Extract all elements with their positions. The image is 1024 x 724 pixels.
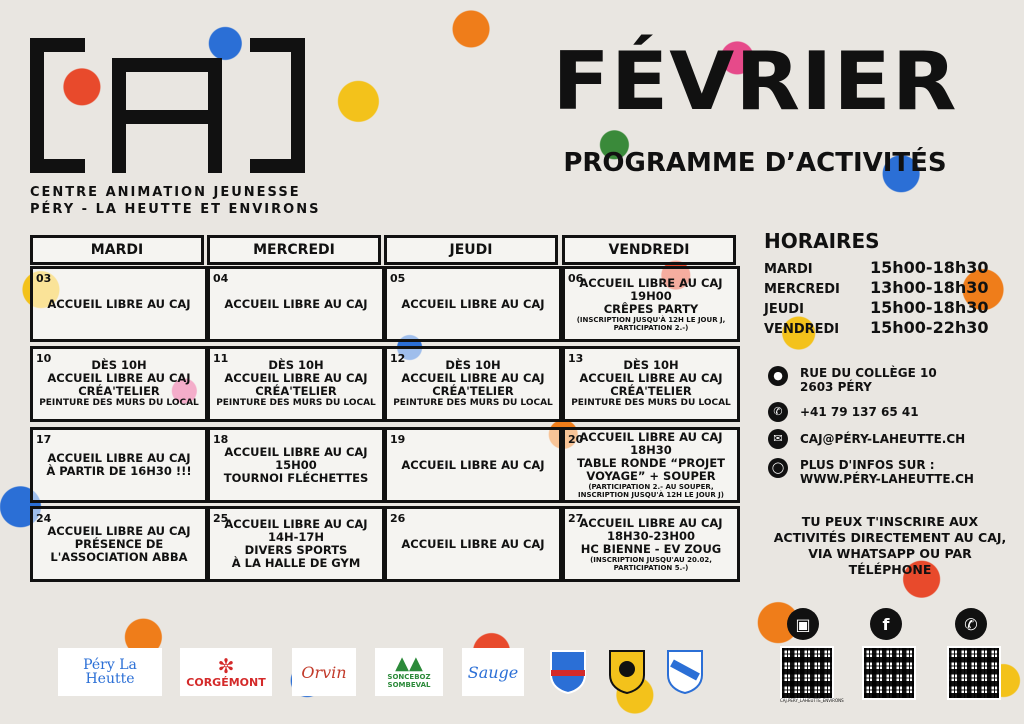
calendar-day-cell (384, 346, 562, 422)
horaires-title: HORAIRES (764, 229, 880, 253)
facebook-icon[interactable]: f (870, 608, 902, 640)
activity-line: ACCUEIL LIBRE AU CAJ (579, 275, 723, 290)
activity-detail: PEINTURE DES MURS DU LOCAL (39, 398, 199, 408)
tagline-line1: CENTRE ANIMATION JEUNESSE (30, 185, 301, 200)
activity-line: À PARTIR DE 16H30 !!! (46, 464, 192, 478)
horaire-row (764, 318, 988, 337)
activity-line: ACCUEIL LIBRE AU CAJ (579, 371, 723, 385)
activity-note: PARTICIPATION 5.-) (613, 563, 689, 572)
activity-line: CRÉA'TELIER (432, 384, 514, 398)
partner-name: CORGÉMONT (186, 675, 266, 689)
mountain-icon: ▲▲ (395, 653, 423, 674)
caj-logo (30, 38, 305, 173)
activity-line: ACCUEIL LIBRE AU CAJ (401, 371, 545, 385)
calendar-day-cell (207, 266, 385, 342)
calendar-day-cell (207, 346, 385, 422)
calendar-day-cell (30, 506, 208, 582)
bull-crest-icon (604, 648, 650, 696)
contact-email[interactable] (768, 429, 965, 449)
activity-line: CRÉA'TELIER (610, 384, 692, 398)
whatsapp-icon[interactable]: ✆ (955, 608, 987, 640)
activity-line: ACCUEIL LIBRE AU CAJ (401, 536, 545, 551)
horaire-time: 15h00-18h30 (870, 298, 989, 317)
activity-line: ACCUEIL LIBRE AU CAJ (401, 457, 545, 472)
fish-crest-icon (662, 648, 708, 696)
day-header-jeudi: JEUDI (384, 235, 558, 265)
day-header-mercredi: MERCREDI (207, 235, 381, 265)
calendar-day-cell (30, 427, 208, 503)
activity-detail: PEINTURE DES MURS DU LOCAL (571, 398, 731, 408)
activity-line: 15H00 (275, 457, 317, 472)
calendar-day-cell (384, 506, 562, 582)
day-number: 20 (568, 433, 584, 446)
qr-caption: CAJ.PERY_LAHEUTTE_ENVIRONS (780, 698, 844, 703)
activity-line: ACCUEIL LIBRE AU CAJ (401, 296, 545, 311)
activity-line: TOURNOI FLÉCHETTES (223, 470, 369, 485)
partner-logo-orvin (292, 648, 356, 696)
activity-line: À LA HALLE DE GYM (231, 556, 361, 570)
web-line1: PLUS D'INFOS SUR : (800, 458, 935, 472)
day-number: 03 (36, 272, 52, 285)
corgemont-swirl-icon: ✼ (217, 653, 235, 678)
activity-line: ACCUEIL LIBRE AU CAJ (224, 371, 368, 385)
partner-name: SONCEBOZ SOMBEVAL (387, 673, 431, 689)
activity-line: CRÉA'TELIER (78, 384, 160, 398)
activity-line: 18H30-23H00 (606, 528, 696, 543)
activity-line: L'ASSOCIATION ABBA (50, 549, 188, 564)
activity-note: (INSCRIPTION JUSQU'À 12H LE JOUR J, (576, 315, 726, 324)
partner-name: Sauge (467, 662, 519, 682)
activity-line: DÈS 10H (91, 358, 147, 372)
activity-line: ACCUEIL LIBRE AU CAJ (47, 296, 191, 311)
day-number: 26 (390, 512, 406, 525)
inscription-info: TU PEUX T'INSCRIRE AUX ACTIVITÉS DIRECTEMENT AU CAJ, VIA WHATSAPP OU PAR TÉLÉPHONE (773, 514, 1007, 577)
calendar-day-cell (562, 346, 740, 422)
horaire-row (764, 258, 988, 277)
activity-note: INSCRIPTION JUSQU'À 12H LE JOUR J) (578, 491, 724, 499)
activity-line: ACCUEIL LIBRE AU CAJ (224, 517, 368, 531)
day-header-vendredi: VENDREDI (562, 235, 736, 265)
day-header-mardi: MARDI (30, 235, 204, 265)
calendar-day-cell (384, 266, 562, 342)
horaire-time: 15h00-18h30 (870, 258, 989, 277)
activity-line: DÈS 10H (623, 358, 679, 372)
horaire-day: MERCREDI (764, 282, 840, 297)
horaire-day: MARDI (764, 262, 813, 277)
day-number: 27 (568, 512, 584, 525)
activity-note: (INSCRIPTION JUSQU'AU 20.02, (590, 555, 712, 564)
day-number: 04 (213, 272, 229, 285)
activity-line: CRÊPES PARTY (603, 301, 699, 316)
day-number: 13 (568, 352, 584, 365)
address-line1: RUE DU COLLÈGE 10 (800, 366, 937, 380)
mail-icon: ✉ (768, 429, 788, 449)
program-subtitle: PROGRAMME D’ACTIVITÉS (563, 148, 947, 178)
activity-detail: PEINTURE DES MURS DU LOCAL (216, 398, 376, 408)
calendar-day-cell (384, 427, 562, 503)
calendar-day-cell (562, 266, 740, 342)
activity-line: 14H-17H (267, 530, 325, 544)
activity-line: ACCUEIL LIBRE AU CAJ (47, 371, 191, 385)
day-number: 18 (213, 433, 229, 446)
globe-icon: ◯ (768, 458, 788, 478)
website-link[interactable]: WWW.PÉRY-LAHEUTTE.CH (800, 472, 974, 486)
instagram-qr-code[interactable] (780, 646, 834, 700)
partner-logo-sonceboz (375, 648, 443, 696)
activity-line: ACCUEIL LIBRE AU CAJ (224, 444, 368, 459)
month-title: FÉVRIER (552, 35, 958, 128)
activity-line: CRÉA'TELIER (255, 384, 337, 398)
location-icon: ● (768, 366, 788, 386)
activity-line: DIVERS SPORTS (244, 543, 348, 557)
activity-line: DÈS 10H (445, 358, 501, 372)
contact-web[interactable] (768, 458, 974, 486)
phone-icon: ✆ (768, 402, 788, 422)
activity-line: ACCUEIL LIBRE AU CAJ (579, 430, 723, 444)
horaire-day: VENDREDI (764, 322, 840, 337)
address-line2: 2603 PÉRY (800, 380, 872, 394)
partner-logo-sauge (462, 648, 524, 696)
activity-line: PRÉSENCE DE (74, 536, 164, 551)
calendar-day-cell (562, 427, 740, 503)
activity-line: DÈS 10H (268, 358, 324, 372)
contact-address (768, 366, 937, 394)
calendar-day-cell (30, 346, 208, 422)
tagline-line2: PÉRY - LA HEUTTE ET ENVIRONS (30, 202, 321, 217)
day-number: 10 (36, 352, 52, 365)
activity-line: TABLE RONDE “PROJET VOYAGE” + SOUPER (576, 456, 726, 483)
crest-icon (545, 648, 591, 696)
activity-line: 19H00 (630, 288, 672, 303)
day-number: 12 (390, 352, 406, 365)
calendar-day-cell (207, 506, 385, 582)
horaire-row (764, 298, 988, 317)
calendar-day-cell (562, 506, 740, 582)
activity-line: HC BIENNE - EV ZOUG (580, 541, 722, 556)
whatsapp-qr-code[interactable] (947, 646, 1001, 700)
horaire-day: JEUDI (764, 302, 804, 317)
activity-line: ACCUEIL LIBRE AU CAJ (47, 451, 191, 465)
partner-logo-corgemont (180, 648, 272, 696)
phone-number[interactable]: +41 79 137 65 41 (800, 405, 919, 419)
activity-line: ACCUEIL LIBRE AU CAJ (224, 296, 368, 311)
activity-line: ACCUEIL LIBRE AU CAJ (47, 523, 191, 538)
calendar-day-cell (207, 427, 385, 503)
tagline (30, 184, 320, 218)
activity-detail: PEINTURE DES MURS DU LOCAL (393, 398, 553, 408)
day-number: 17 (36, 433, 52, 446)
horaire-time: 13h00-18h30 (870, 278, 989, 297)
day-number: 06 (568, 272, 584, 285)
activity-note: PARTICIPATION 2.-) (613, 323, 689, 332)
activity-note: (PARTICIPATION 2.- AU SOUPER, (588, 483, 714, 491)
email-address[interactable]: CAJ@PÉRY-LAHEUTTE.CH (800, 432, 966, 446)
contact-phone[interactable] (768, 402, 919, 422)
horaire-time: 15h00-22h30 (870, 318, 989, 337)
instagram-icon[interactable]: ▣ (787, 608, 819, 640)
partner-logo-pery (58, 648, 162, 696)
calendar-day-cell (30, 266, 208, 342)
day-number: 24 (36, 512, 52, 525)
activity-line: 18H30 (630, 443, 672, 457)
partner-name: Orvin (301, 662, 347, 682)
facebook-qr-code[interactable] (862, 646, 916, 700)
horaire-row (764, 278, 988, 297)
day-number: 19 (390, 433, 406, 446)
day-number: 11 (213, 352, 229, 365)
day-number: 05 (390, 272, 406, 285)
partner-name: Péry La Heutte (83, 657, 137, 687)
day-number: 25 (213, 512, 229, 525)
activity-line: ACCUEIL LIBRE AU CAJ (579, 515, 723, 530)
